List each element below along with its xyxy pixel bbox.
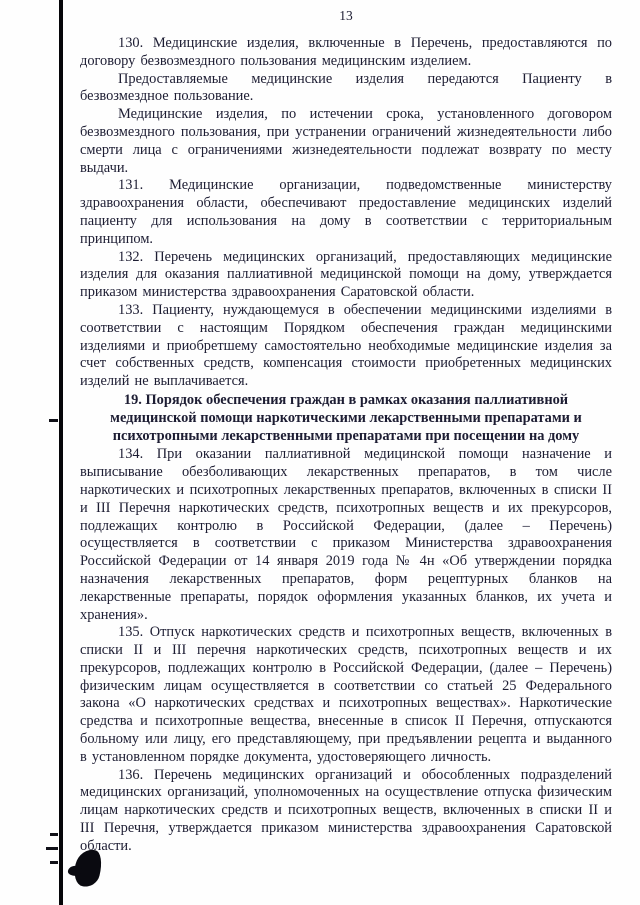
paragraph-132: 132. Перечень медицинских организаций, предоставляющих медицинские изделия для оказания паллиативной медицинской помощи на дому, утверждается приказом министерства здравоохранения Саратовской области. — [80, 248, 612, 301]
scan-artifact-tick — [50, 833, 58, 836]
scan-artifact-tick — [50, 861, 58, 864]
paragraph-131: 131. Медицинские организации, подведомственные министерству здравоохранения области, обеспечивают предоставление медицинских изделий пациенту для использования на дому в соответствии с территориальным принципом. — [80, 177, 612, 247]
paragraph-136: 136. Перечень медицинских организаций и обособленных подразделений медицинских организаций, уполномоченных на осуществление отпуска физическим лицам наркотических средств и психотропных веществ, включенных в списки II и III Перечня, утверждается приказом министерства здравоохранения Саратовской области. — [80, 766, 612, 854]
section-heading-19: 19. Порядок обеспечения граждан в рамках оказания паллиативной медицинской помощи наркотическими лекарственными препаратами и психотропными лекарственными препаратами при посещении на дому — [110, 391, 582, 444]
paragraph-130-sub-2: Медицинские изделия, по истечении срока, установленного договором безвозмездного пользования, при устранении ограничений жизнедеятельности либо смерти лица с ограничениями жизнедеятельности подлежат возврату по месту выдачи. — [80, 106, 612, 176]
paragraph-135: 135. Отпуск наркотических средств и психотропных веществ, включенных в списки II и III перечня наркотических средств, психотропных веществ и их прекурсоров, подлежащих контролю в Российской Федерации, (далее – Перечень) физическим лицам осуществляется в соответствии со статьей 25 Федерального закона «О наркотических средствах и психотропных веществах». Наркотические средства и психотропные вещества, внесенные в список II Перечня, отпускаются больному или лицу, его представляющему, при предъявлении рецепта и выданного в установленном порядке документа, удостоверяющего личность. — [80, 624, 612, 765]
paragraph-133: 133. Пациенту, нуждающемуся в обеспечении медицинскими изделиями в соответствии с настоящим Порядком обеспечения граждан медицинскими изделиями и приобретшему самостоятельно необходимые медицинские изделия за счет собственных средств, компенсация стоимости приобретенных медицинских изделий не выплачивается. — [80, 301, 612, 390]
paragraph-130: 130. Медицинские изделия, включенные в Перечень, предоставляются по договору безвозмездного пользования медицинским изделием. — [80, 35, 612, 69]
scan-artifact-left-bar — [59, 0, 63, 905]
paragraph-134: 134. При оказании паллиативной медицинской помощи назначение и выписывание обезболивающих лекарственных препаратов, в том числе наркотических и психотропных лекарственных препаратов, включенных в списки II и III Перечня наркотических средств, психотропных веществ и их прекурсоров, подлежащих контролю в Российской Федерации, (далее – Перечень) осуществляется в соответствии с приказом Министерства здравоохранения Российской Федерации от 14 января 2019 года № 4н «Об утверждении порядка назначения лекарственных препаратов, форм рецептурных бланков на лекарственные препараты, порядок оформления указанных бланков, их учета и хранения». — [80, 446, 612, 623]
scan-artifact-tick — [49, 419, 58, 422]
page-number: 13 — [339, 8, 353, 23]
paragraph-130-sub-1: Предоставляемые медицинские изделия передаются Пациенту в безвозмездное пользование. — [80, 70, 612, 105]
document-content — [80, 8, 612, 856]
scan-artifact-tick — [46, 847, 58, 850]
